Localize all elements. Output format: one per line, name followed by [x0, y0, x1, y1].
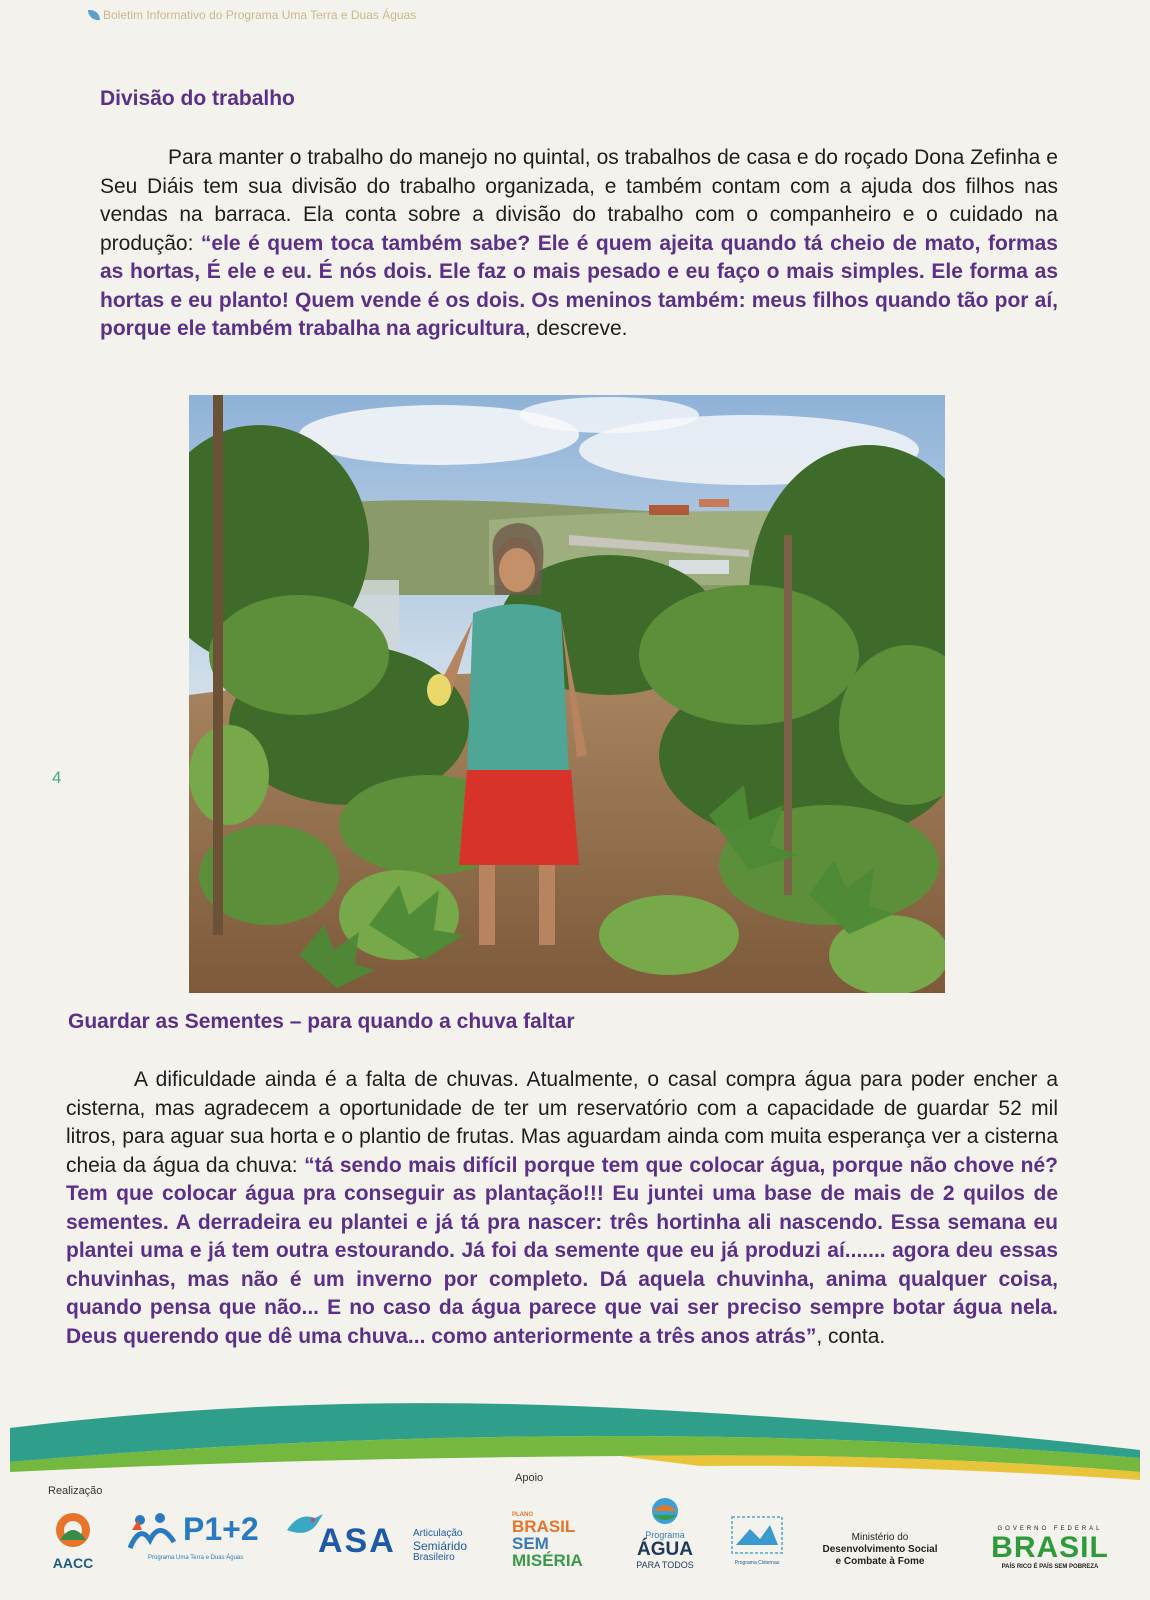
footer-wave: [0, 1400, 1150, 1490]
bsm-line1: BRASIL: [512, 1517, 576, 1536]
paragraph-text: A dificuldade ainda é a falta de chuvas. Atualmente, o casal compra água para poder encher a cisterna, mas agradecem a oportunidade de ter um reservatório com a capacidade de guardar 52 mil litros, para aguar sua horta e o plantio de frutas. Mas aguardam ainda com muita esperança ver a cisterna cheia da água da chuva:: [66, 1068, 1058, 1177]
agua-subtitle: PARA TODOS: [636, 1560, 694, 1570]
p1mais2-logo: [128, 1505, 263, 1575]
gov-top: GOVERNO FEDERAL: [997, 1526, 1103, 1532]
bsm-line2: SEM: [512, 1534, 549, 1553]
people-icon: [128, 1510, 178, 1550]
gov-brasil: BRASIL: [991, 1531, 1109, 1564]
section-heading-divisao: Divisão do trabalho: [100, 87, 295, 110]
bsm-plano: PLANO: [512, 1512, 533, 1518]
leaf-icon: [88, 10, 100, 20]
mds-line3: e Combate à Fome: [835, 1556, 925, 1567]
asa-line1: Articulação: [413, 1528, 463, 1539]
asa-line2: Semiárido: [413, 1539, 468, 1553]
bulletin-title: Boletim Informativo do Programa Uma Terra e Duas Águas: [103, 8, 417, 22]
paragraph-sementes: [66, 1066, 1058, 1351]
gov-slogan: PAÍS RICO É PAÍS SEM POBREZA: [1001, 1564, 1099, 1570]
bulletin-header: [88, 8, 416, 22]
aacc-text: AACC: [52, 1555, 94, 1571]
asa-logo: [285, 1510, 485, 1570]
governo-federal-logo: [970, 1526, 1130, 1582]
bsm-line3: MISÉRIA: [512, 1551, 583, 1570]
footer-realizacao-label: Realização: [48, 1485, 103, 1497]
p1mais2-text: P1+2: [183, 1511, 259, 1547]
aacc-logo: [38, 1510, 108, 1570]
agua-para-todos-logo: [624, 1495, 706, 1575]
paragraph-tail: , descreve.: [524, 317, 628, 340]
quote-text: “ele é quem toca também sabe? Ele é quem ajeita quando tá cheio de mato, formas as hortas, É ele e eu. É nós dois. Ele faz o mais pesado e eu faço o mais simples. Ele forma as hortas e eu planto! Quem vende é os dois. Os meninos também: meus filhos quando tão por aí, porque ele também trabalha na agricultura: [100, 231, 1058, 340]
cisternas-text: Programa Cisternas: [734, 1560, 780, 1566]
agua-programa: Programa: [645, 1530, 685, 1540]
mds-line2: Desenvolvimento Social: [822, 1544, 938, 1555]
paragraph-tail: , conta.: [816, 1324, 886, 1348]
p1mais2-subtitle: Programa Uma Terra e Duas Águas: [148, 1555, 244, 1561]
water-drop-icon: [645, 1495, 685, 1525]
programa-cisternas-logo: [730, 1515, 784, 1573]
garden-photo: [189, 395, 945, 993]
paragraph-divisao: [100, 144, 1058, 344]
page-number: 4: [52, 768, 62, 787]
footer-apoio-label: Apoio: [515, 1472, 544, 1484]
mds-logo: [800, 1532, 960, 1572]
aacc-emblem-icon: [38, 1510, 108, 1550]
cisterna-icon: [730, 1515, 784, 1555]
asa-subtitle: [413, 1528, 467, 1564]
asa-text: ASA: [318, 1522, 396, 1560]
section-heading-sementes: Guardar as Sementes – para quando a chuva faltar: [68, 1010, 575, 1033]
quote-text: “tá sendo mais difícil porque tem que colocar água, porque não chove né? Tem que colocar água pra conseguir as plantação!!! Eu juntei uma base de mais de 2 quilos de sementes. A derradeira eu plantei e já tá pra nascer: três hortinha ali nascendo. Essa semana eu plantei uma e já tem outra estourando. Já foi da semente que eu já produzi aí....... agora deu essas chuvinhas, mas não é um inverno por completo. Dá aquela chuvinha, anima qualquer coisa, quando pensa que não... E no caso da água parece que vai ser preciso sempre botar água nela. Deus querendo que dê uma chuva... como anteriormente a três anos atrás”: [66, 1153, 1058, 1348]
asa-line3: Brasileiro: [413, 1552, 455, 1563]
brasil-sem-miseria-logo: [512, 1512, 602, 1578]
garden-photo-illustration: [189, 395, 945, 993]
mds-line1: Ministério do: [851, 1532, 909, 1543]
agua-title: ÁGUA: [637, 1539, 693, 1560]
paragraph-text: Para manter o trabalho do manejo no quintal, os trabalhos de casa e do roçado Dona Zefinha e Seu Diáis tem sua divisão do trabalho organizada, e também contam com a ajuda dos filhos nas vendas na barraca. Ela conta sobre a divisão do trabalho com o companheiro e o cuidado na produção:: [100, 146, 1058, 255]
